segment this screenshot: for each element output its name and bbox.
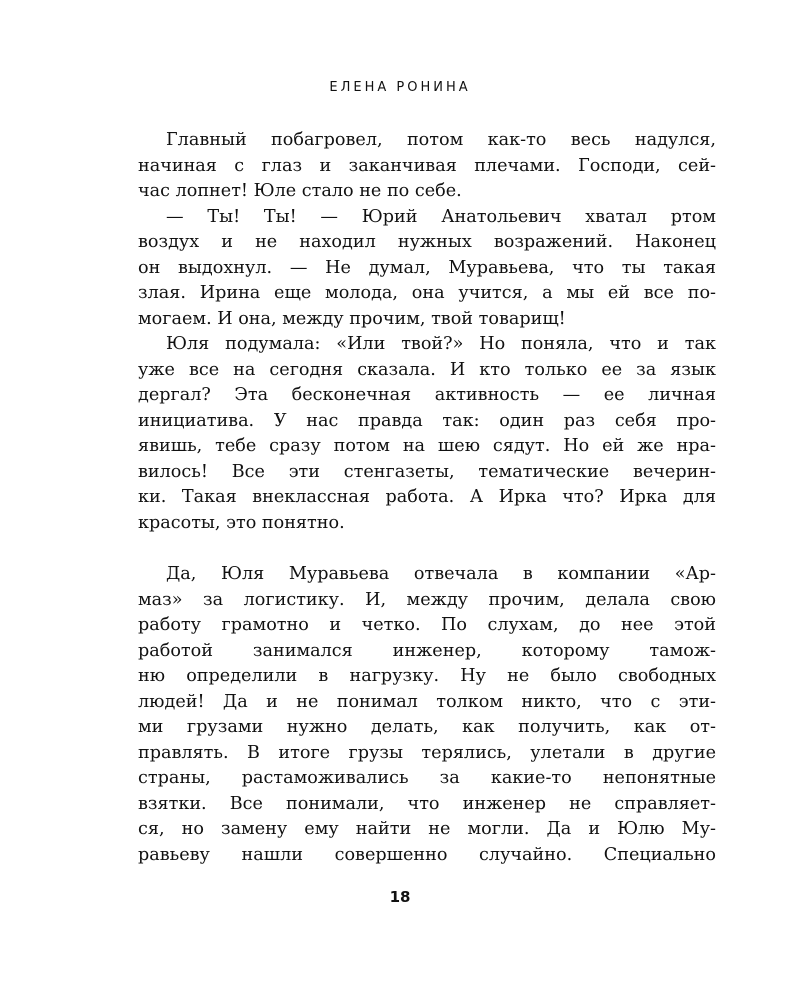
text-line: правлять. В итоге грузы терялись, улетали в другие bbox=[138, 742, 716, 763]
text-line: вилось! Все эти стенгазеты, тематические вечерин- bbox=[138, 461, 716, 482]
running-head: ЕЛЕНА РОНИНА bbox=[329, 80, 471, 95]
text-line: воздух и не находил нужных возражений. Наконец bbox=[138, 232, 716, 252]
page-number: 18 bbox=[389, 888, 411, 906]
text-line: маз» за логистику. И, между прочим, делала свою bbox=[138, 589, 716, 610]
text-line: Юля подумала: «Или твой?» Но поняла, что и так bbox=[166, 334, 716, 354]
text-line: ми грузами нужно делать, как получить, как от- bbox=[138, 717, 716, 737]
text-line: ню определили в нагрузку. Ну не было свободных bbox=[138, 666, 716, 686]
text-line: красоты, это понятно. bbox=[138, 512, 345, 533]
text-line: взятки. Все понимали, что инженер не справляет- bbox=[138, 793, 716, 814]
text-line: Да, Юля Муравьева отвечала в компании «Ар- bbox=[166, 564, 716, 584]
text-line: работой занимался инженер, которому тамож- bbox=[138, 640, 716, 661]
text-line: Главный побагровел, потом как-то весь надулся, bbox=[166, 130, 716, 150]
text-line: могаем. И она, между прочим, твой товарищ! bbox=[138, 308, 566, 329]
text-line: начиная с глаз и заканчивая плечами. Господи, сей- bbox=[138, 155, 716, 176]
text-line: он выдохнул. — Не думал, Муравьева, что ты такая bbox=[138, 257, 716, 278]
text-line: ки. Такая внеклассная работа. А Ирка что? Ирка для bbox=[138, 487, 716, 507]
text-line: злая. Ирина еще молода, она учится, а мы ей все по- bbox=[138, 283, 716, 303]
text-line: страны, растаможивались за какие-то непонятные bbox=[138, 768, 716, 788]
text-line: — Ты! Ты! — Юрий Анатольевич хватал ртом bbox=[166, 206, 716, 227]
text-line: час лопнет! Юле стало не по себе. bbox=[138, 181, 462, 201]
body-text bbox=[138, 128, 716, 868]
text-line: людей! Да и не понимал толком никто, что с эти- bbox=[138, 691, 716, 712]
text-line: инициатива. У нас правда так: один раз себя про- bbox=[138, 410, 716, 431]
text-line: ся, но замену ему найти не могли. Да и Юлю Му- bbox=[138, 819, 716, 839]
text-line: уже все на сегодня сказала. И кто только ее за язык bbox=[138, 359, 716, 380]
text-line: равьеву нашли совершенно случайно. Специально bbox=[138, 844, 716, 865]
section-break bbox=[138, 536, 716, 562]
text-line: явишь, тебе сразу потом на шею сядут. Но ей же нра- bbox=[138, 436, 716, 456]
text-line: дергал? Эта бесконечная активность — ее личная bbox=[138, 385, 716, 405]
text-line: работу грамотно и четко. По слухам, до нее этой bbox=[138, 615, 716, 635]
